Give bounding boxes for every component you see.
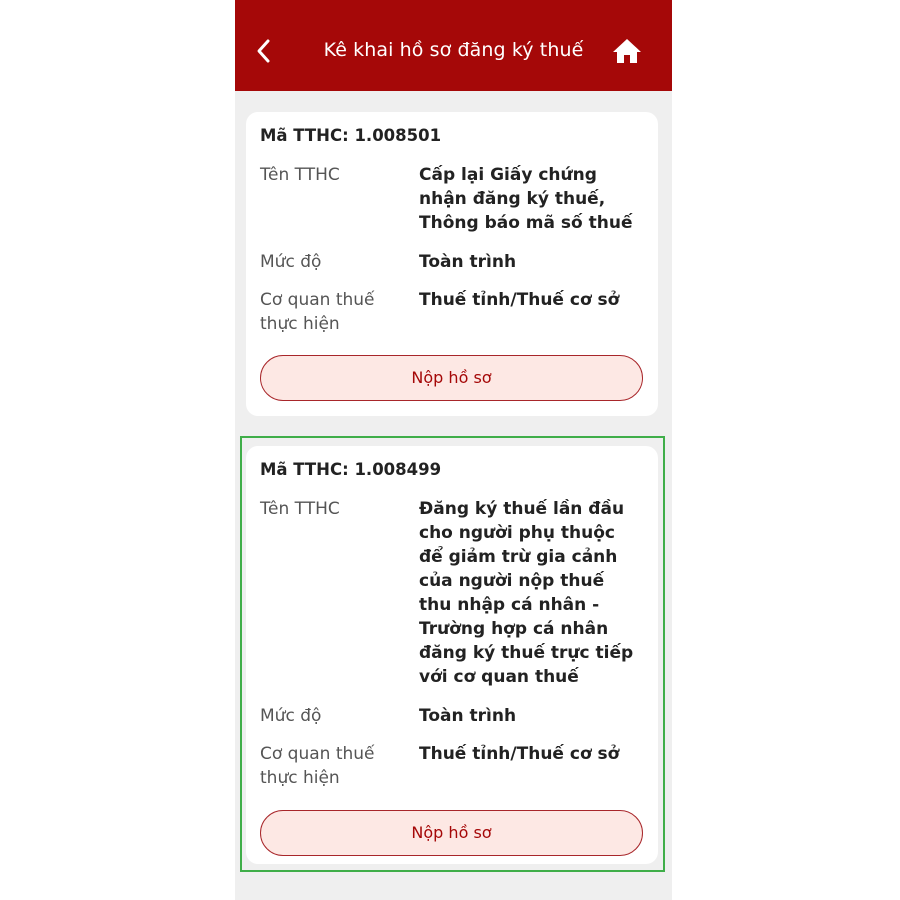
level-label: Mức độ <box>260 706 322 726</box>
chevron-left-icon <box>253 36 275 66</box>
procedure-name-value: Cấp lại Giấy chứng nhận đăng ký thuế, Thông báo mã số thuế <box>419 165 633 233</box>
level-value: Toàn trình <box>419 706 517 726</box>
procedure-card <box>246 112 658 416</box>
procedure-name-label: Tên TTHC <box>260 165 340 185</box>
home-icon <box>611 36 643 66</box>
procedure-code: Mã TTHC: 1.008499 <box>260 460 442 479</box>
app-screen <box>235 0 672 900</box>
submit-application-button[interactable]: Nộp hồ sơ <box>260 355 643 401</box>
procedure-name-value: Đăng ký thuế lần đầu cho người phụ thuộc để giảm trừ gia cảnh của người nộp thuế thu nhập cá nhân - Trường hợp cá nhân đăng ký thuế trực tiếp với cơ quan thuế <box>419 499 634 687</box>
home-button[interactable] <box>611 36 643 66</box>
app-header <box>235 0 672 91</box>
level-label: Mức độ <box>260 252 322 272</box>
page-title: Kê khai hồ sơ đăng ký thuế <box>323 39 584 61</box>
procedure-code: Mã TTHC: 1.008501 <box>260 126 442 145</box>
agency-value: Thuế tỉnh/Thuế cơ sở <box>419 290 620 310</box>
level-value: Toàn trình <box>419 252 517 272</box>
agency-label: Cơ quan thuế thực hiện <box>260 290 375 334</box>
submit-application-button[interactable]: Nộp hồ sơ <box>260 810 643 856</box>
back-button[interactable] <box>253 36 275 66</box>
agency-label: Cơ quan thuế thực hiện <box>260 744 375 788</box>
agency-value: Thuế tỉnh/Thuế cơ sở <box>419 744 620 764</box>
procedure-name-label: Tên TTHC <box>260 499 340 519</box>
selection-highlight <box>240 436 665 872</box>
